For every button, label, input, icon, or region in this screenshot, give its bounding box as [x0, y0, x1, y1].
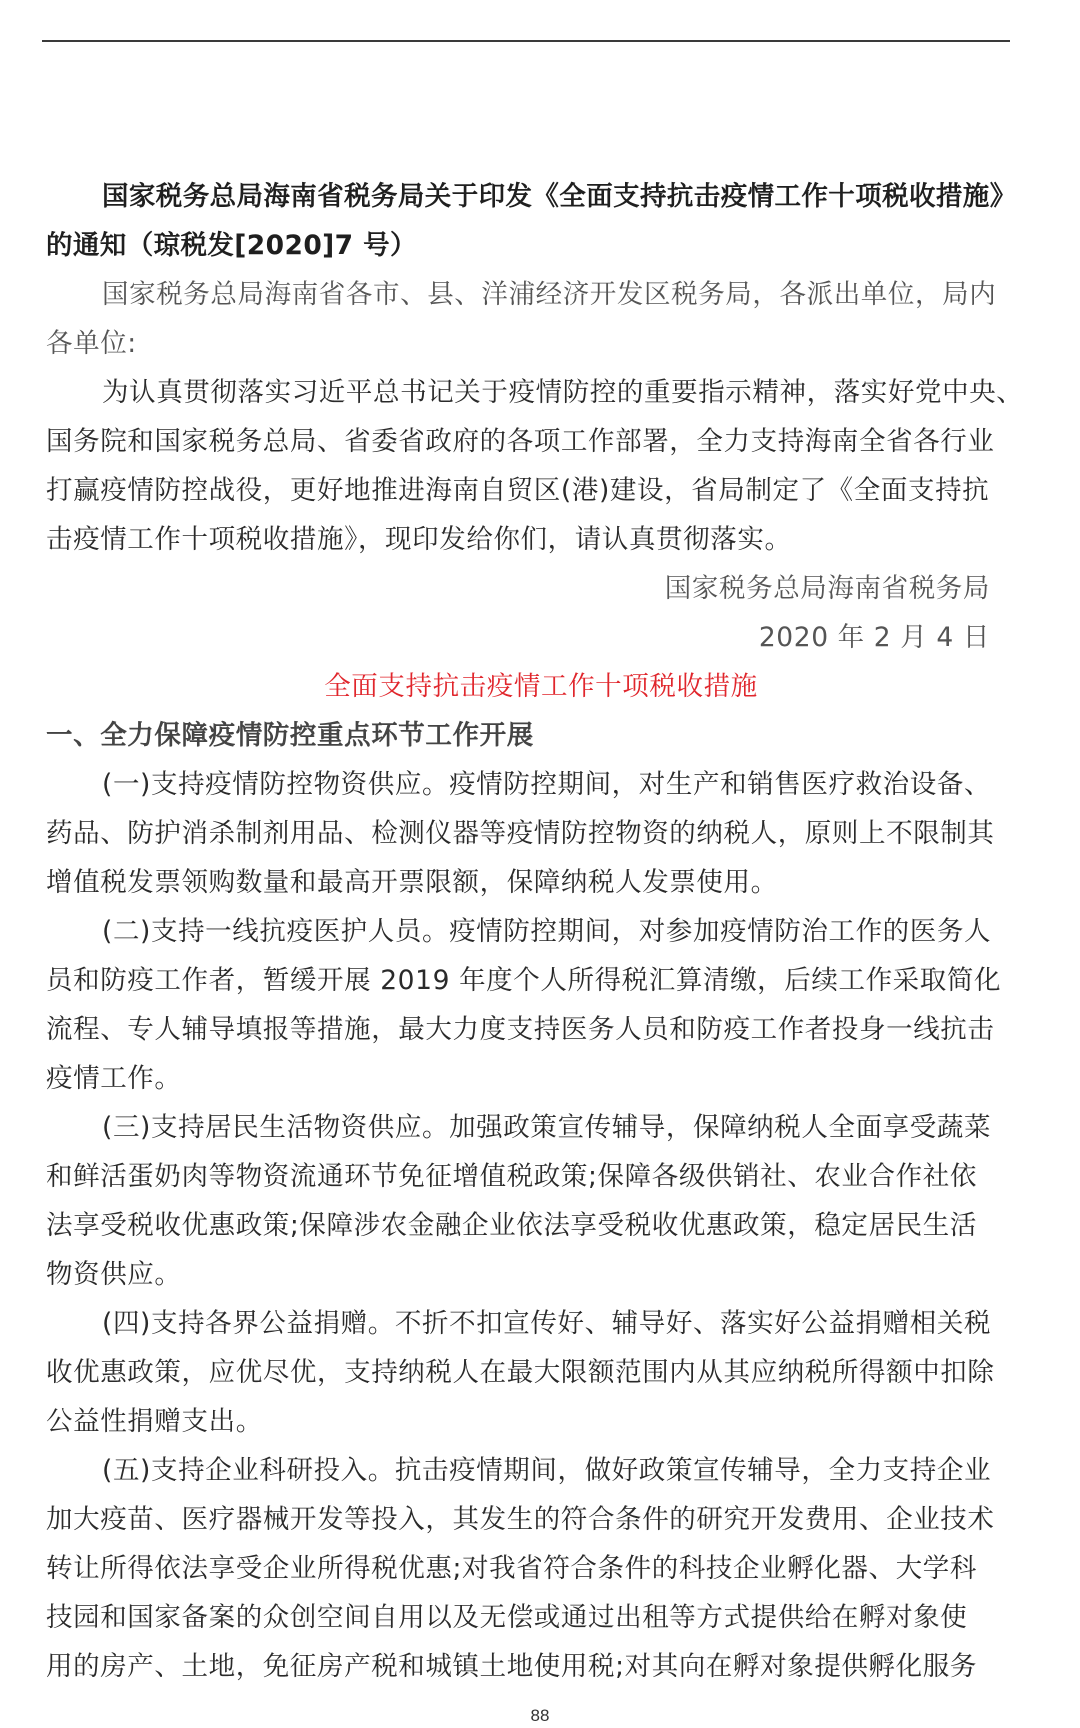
measure-paragraph-2: [46, 907, 1008, 1103]
paragraph-line: 公益性捐赠支出。: [46, 1406, 263, 1437]
top-rule-divider: [42, 40, 1010, 42]
section-heading: 一、全力保障疫情防控重点环节工作开展: [46, 720, 534, 751]
paragraph-line: 员和防疫工作者，暂缓开展 2019 年度个人所得税汇算清缴，后续工作采取简化: [46, 965, 1002, 996]
paragraph-line: (二)支持一线抗疫医护人员。疫情防控期间，对参加疫情防治工作的医务人: [102, 916, 992, 947]
paragraph-line: 流程、专人辅导填报等措施，最大力度支持医务人员和防疫工作者投身一线抗击: [46, 1014, 995, 1045]
title-line-2: 的通知（琼税发[2020]7 号）: [46, 230, 417, 261]
addressee-line-1: 国家税务总局海南省各市、县、洋浦经济开发区税务局，各派出单位，局内: [102, 279, 997, 310]
intro-line-3: 打赢疫情防控战役，更好地推进海南自贸区(港)建设，省局制定了《全面支持抗: [46, 475, 990, 506]
document-body: [46, 172, 1024, 1691]
paragraph-line: 转让所得依法享受企业所得税优惠;对我省符合条件的科技企业孵化器、大学科: [46, 1553, 977, 1584]
paragraph-line: (五)支持企业科研投入。抗击疫情期间，做好政策宣传辅导，全力支持企业: [102, 1455, 992, 1486]
paragraph-line: (四)支持各界公益捐赠。不折不扣宣传好、辅导好、落实好公益捐赠相关税: [102, 1308, 992, 1339]
paragraph-line: 和鲜活蛋奶肉等物资流通环节免征增值税政策;保障各级供销社、农业合作社依: [46, 1161, 977, 1192]
paragraph-line: 物资供应。: [46, 1259, 182, 1290]
paragraph-line: 加大疫苗、医疗器械开发等投入，其发生的符合条件的研究开发费用、企业技术: [46, 1504, 995, 1535]
intro-line-2: 国务院和国家税务总局、省委省政府的各项工作部署，全力支持海南全省各行业: [46, 426, 995, 457]
paragraph-line: 法享受税收优惠政策;保障涉农金融企业依法享受税收优惠政策，稳定居民生活: [46, 1210, 977, 1241]
paragraph-line: 增值税发票领购数量和最高开票限额，保障纳税人发票使用。: [46, 867, 778, 898]
paragraph-line: (三)支持居民生活物资供应。加强政策宣传辅导，保障纳税人全面享受蔬菜: [102, 1112, 992, 1143]
intro-line-1: 为认真贯彻落实习近平总书记关于疫情防控的重要指示精神，落实好党中央、: [102, 377, 1024, 408]
paragraph-line: (一)支持疫情防控物资供应。疫情防控期间，对生产和销售医疗救治设备、: [102, 769, 992, 800]
document-title: [46, 172, 1017, 270]
paragraph-line: 用的房产、土地，免征房产税和城镇土地使用税;对其向在孵对象提供孵化服务: [46, 1651, 977, 1682]
measure-paragraph-1: [46, 760, 1008, 907]
paragraph-line: 技园和国家备案的众创空间自用以及无偿或通过出租等方式提供给在孵对象使: [46, 1602, 968, 1633]
intro-line-4: 击疫情工作十项税收措施》，现印发给你们，请认真贯彻落实。: [46, 524, 792, 555]
issue-date: 2020 年 2 月 4 日: [758, 622, 990, 653]
addressee-line-2: 各单位:: [46, 328, 137, 359]
paragraph-line: 收优惠政策，应优尽优，支持纳税人在最大限额范围内从其应纳税所得额中扣除: [46, 1357, 995, 1388]
addressee: [46, 270, 1008, 368]
measure-paragraph-5: [46, 1446, 1008, 1691]
measure-paragraph-3: [46, 1103, 1008, 1299]
paragraph-line: 药品、防护消杀制剂用品、检测仪器等疫情防控物资的纳税人，原则上不限制其: [46, 818, 995, 849]
intro-paragraph: [46, 368, 1024, 564]
issuer-signature: 国家税务总局海南省税务局: [664, 573, 990, 604]
measure-paragraph-4: [46, 1299, 1008, 1446]
paragraph-line: 疫情工作。: [46, 1063, 182, 1094]
measures-title: 全面支持抗击疫情工作十项税收措施: [324, 671, 758, 702]
title-line-1: 国家税务总局海南省税务局关于印发《全面支持抗击疫情工作十项税收措施》: [102, 181, 1017, 212]
page-number: 88: [530, 1706, 550, 1725]
